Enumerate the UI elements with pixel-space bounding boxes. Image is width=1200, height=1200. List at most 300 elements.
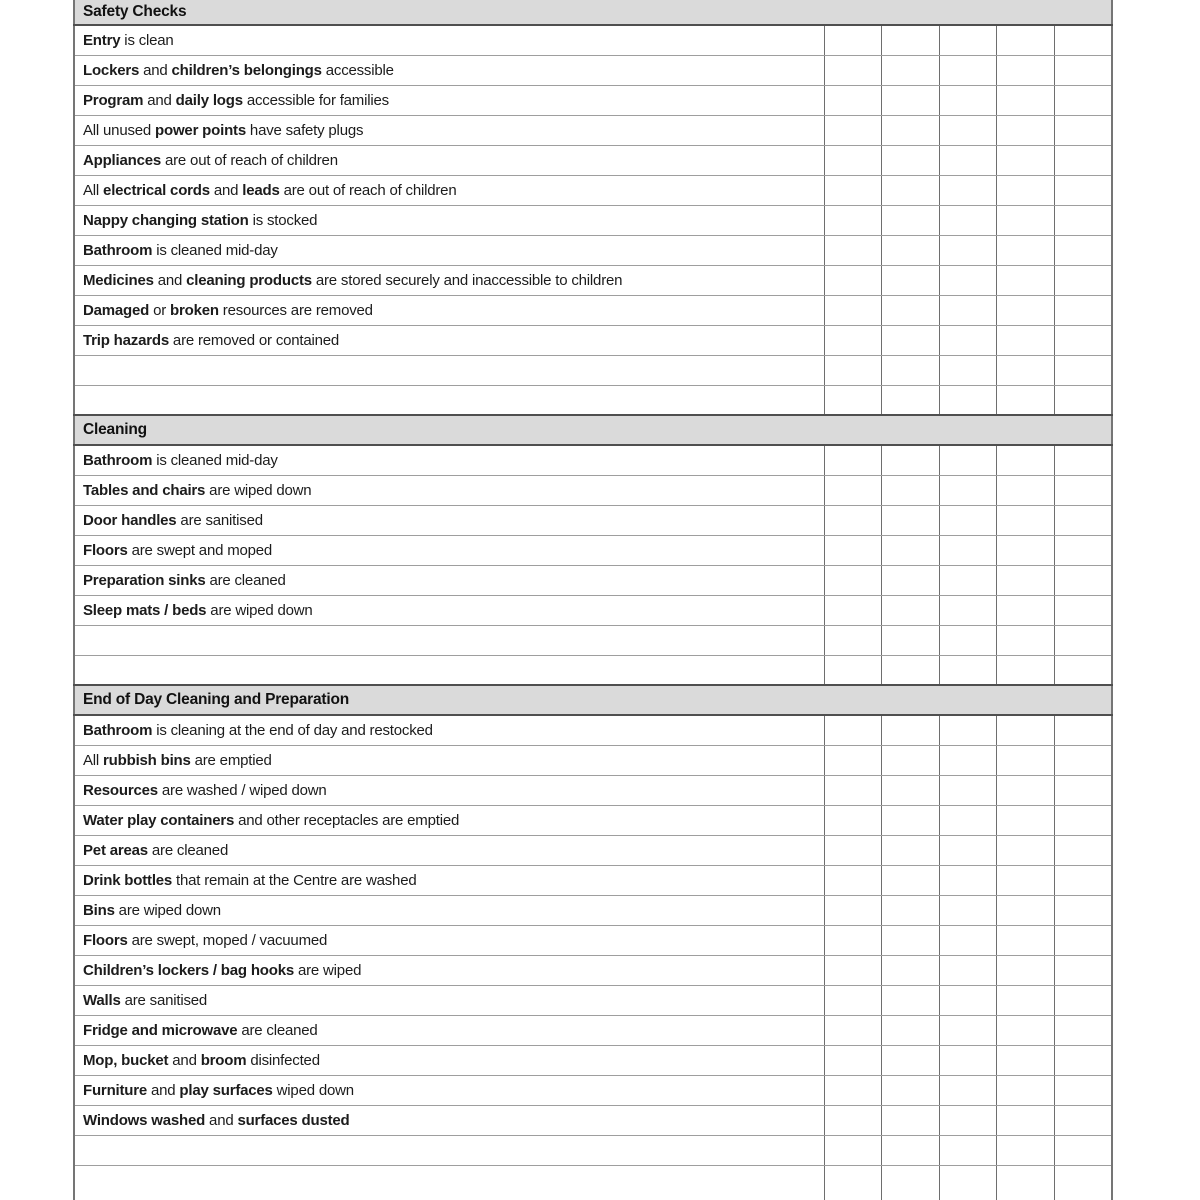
item-text-bold: Drink bottles: [83, 871, 173, 889]
checklist-row: [74, 985, 1112, 1015]
item-text: and: [209, 181, 243, 199]
check-cell: [939, 1165, 997, 1200]
item-text: All: [83, 751, 104, 769]
check-cell: [997, 745, 1055, 775]
check-cell: [882, 535, 940, 565]
check-cell: [997, 385, 1055, 415]
check-cell: [1054, 355, 1112, 385]
check-cell: [824, 745, 882, 775]
checklist-row: [74, 865, 1112, 895]
check-cell: [997, 595, 1055, 625]
item-text: accessible: [321, 61, 394, 79]
item-text: disinfected: [246, 1051, 320, 1069]
item-text: are stored securely and inaccessible to children: [311, 271, 623, 289]
check-cell: [997, 955, 1055, 985]
check-cell: [939, 775, 997, 805]
item-text-bold: Preparation sinks: [83, 571, 206, 589]
check-cell: [1054, 925, 1112, 955]
check-cell: [939, 835, 997, 865]
section-header-row: [74, 685, 1112, 715]
item-text: is clean: [120, 31, 174, 49]
check-cell: [1054, 655, 1112, 685]
item-text-bold: rubbish bins: [103, 751, 191, 769]
check-cell: [882, 385, 940, 415]
check-cell: [824, 85, 882, 115]
check-cell: [824, 865, 882, 895]
check-cell: [882, 1165, 940, 1200]
check-cell: [824, 445, 882, 475]
check-cell: [882, 835, 940, 865]
check-cell: [882, 1135, 940, 1165]
checklist-item-label: [74, 235, 824, 265]
item-text-bold: children’s belongings: [171, 61, 322, 79]
item-text-bold: Program: [83, 91, 144, 109]
check-cell: [939, 295, 997, 325]
item-text-bold: Resources: [83, 781, 158, 799]
check-cell: [882, 595, 940, 625]
checklist-item-label: [74, 205, 824, 235]
check-cell: [997, 1135, 1055, 1165]
check-cell: [939, 1015, 997, 1045]
check-cell: [939, 445, 997, 475]
check-cell: [997, 895, 1055, 925]
check-cell: [939, 85, 997, 115]
check-cell: [939, 655, 997, 685]
check-cell: [824, 25, 882, 55]
check-cell: [939, 325, 997, 355]
check-cell: [939, 625, 997, 655]
check-cell: [939, 805, 997, 835]
checklist-row: [74, 925, 1112, 955]
item-text: or: [149, 301, 170, 319]
empty-row: [74, 385, 1112, 415]
check-cell: [997, 865, 1055, 895]
item-text-bold: broken: [170, 301, 219, 319]
checklist-row: [74, 55, 1112, 85]
check-cell: [882, 745, 940, 775]
empty-row: [74, 355, 1112, 385]
checklist-row: [74, 145, 1112, 175]
check-cell: [824, 115, 882, 145]
check-cell: [939, 175, 997, 205]
check-cell: [939, 955, 997, 985]
checklist-row: [74, 1045, 1112, 1075]
checklist-item-label: [74, 265, 824, 295]
check-cell: [824, 1165, 882, 1200]
item-text: are cleaned: [205, 571, 286, 589]
item-text-bold: Entry: [83, 31, 121, 49]
check-cell: [882, 175, 940, 205]
item-text-bold: Floors: [83, 931, 128, 949]
check-cell: [997, 295, 1055, 325]
check-cell: [939, 385, 997, 415]
item-text: and: [168, 1051, 201, 1069]
check-cell: [882, 1105, 940, 1135]
checklist-item-label: [74, 115, 824, 145]
check-cell: [824, 325, 882, 355]
check-cell: [882, 265, 940, 295]
check-cell: [997, 85, 1055, 115]
check-cell: [997, 835, 1055, 865]
check-cell: [824, 175, 882, 205]
check-cell: [1054, 805, 1112, 835]
check-cell: [1054, 1075, 1112, 1105]
item-text-bold: Damaged: [83, 301, 150, 319]
checklist-row: [74, 175, 1112, 205]
check-cell: [882, 1015, 940, 1045]
check-cell: [824, 55, 882, 85]
check-cell: [882, 445, 940, 475]
check-cell: [824, 1015, 882, 1045]
checklist-row: [74, 1075, 1112, 1105]
check-cell: [882, 715, 940, 745]
check-cell: [882, 625, 940, 655]
check-cell: [882, 55, 940, 85]
check-cell: [1054, 205, 1112, 235]
checklist-item-label: [74, 1075, 824, 1105]
check-cell: [997, 55, 1055, 85]
check-cell: [997, 115, 1055, 145]
check-cell: [939, 25, 997, 55]
check-cell: [939, 1075, 997, 1105]
check-cell: [882, 355, 940, 385]
check-cell: [1054, 1015, 1112, 1045]
checklist-item-label: [74, 85, 824, 115]
checklist-row: [74, 205, 1112, 235]
item-text-bold: Fridge and microwave: [83, 1021, 238, 1039]
section-title: Cleaning: [74, 415, 1112, 445]
item-text-bold: Walls: [83, 991, 121, 1009]
check-cell: [939, 715, 997, 745]
checklist-row: [74, 505, 1112, 535]
check-cell: [1054, 175, 1112, 205]
checklist-item-label: [74, 295, 824, 325]
check-cell: [939, 205, 997, 235]
item-text: is cleaning at the end of day and restocked: [152, 721, 433, 739]
checklist-item-label: [74, 955, 824, 985]
item-text: are wiped: [294, 961, 362, 979]
checklist-row: [74, 325, 1112, 355]
item-text-bold: Appliances: [83, 151, 162, 169]
checklist-item-label: [74, 745, 824, 775]
check-cell: [824, 955, 882, 985]
checklist-body: [74, 0, 1112, 1200]
item-text: have safety plugs: [245, 121, 364, 139]
checklist-item-label: [74, 805, 824, 835]
checklist-item-label: [74, 925, 824, 955]
check-cell: [1054, 55, 1112, 85]
check-cell: [997, 535, 1055, 565]
item-text: are swept, moped / vacuumed: [127, 931, 328, 949]
check-cell: [824, 235, 882, 265]
checklist-row: [74, 1105, 1112, 1135]
check-cell: [1054, 1045, 1112, 1075]
check-cell: [997, 1075, 1055, 1105]
check-cell: [939, 475, 997, 505]
checklist-row: [74, 715, 1112, 745]
item-text-bold: Furniture: [83, 1081, 148, 1099]
check-cell: [997, 1165, 1055, 1200]
item-text: are wiped down: [206, 601, 313, 619]
check-cell: [882, 955, 940, 985]
item-text-bold: Children’s lockers / bag hooks: [83, 961, 295, 979]
empty-row: [74, 1165, 1112, 1200]
check-cell: [1054, 295, 1112, 325]
check-cell: [939, 895, 997, 925]
check-cell: [882, 655, 940, 685]
check-cell: [997, 175, 1055, 205]
item-text: All: [83, 181, 104, 199]
item-text-bold: Pet areas: [83, 841, 148, 859]
check-cell: [997, 505, 1055, 535]
section-title: End of Day Cleaning and Preparation: [74, 685, 1112, 715]
check-cell: [882, 775, 940, 805]
check-cell: [997, 25, 1055, 55]
check-cell: [824, 595, 882, 625]
check-cell: [1054, 445, 1112, 475]
item-text-bold: Trip hazards: [83, 331, 169, 349]
checklist-row: [74, 475, 1112, 505]
section-header-row: [74, 415, 1112, 445]
checklist-item-label: [74, 895, 824, 925]
item-text-bold: Lockers: [83, 61, 140, 79]
item-text: are cleaned: [237, 1021, 318, 1039]
item-text: is cleaned mid-day: [152, 451, 278, 469]
check-cell: [939, 1135, 997, 1165]
section-header-row: [74, 0, 1112, 25]
checklist-row: [74, 265, 1112, 295]
item-text: accessible for families: [242, 91, 389, 109]
item-text-bold: cleaning products: [186, 271, 312, 289]
check-cell: [824, 1135, 882, 1165]
checklist-item-label: [74, 445, 824, 475]
item-text: and: [153, 271, 187, 289]
item-text-bold: Sleep mats / beds: [83, 601, 207, 619]
checklist-item-label: [74, 715, 824, 745]
check-cell: [1054, 595, 1112, 625]
check-cell: [939, 355, 997, 385]
checklist-row: [74, 775, 1112, 805]
checklist-item-label: [74, 505, 824, 535]
checklist-item-label: [74, 145, 824, 175]
check-cell: [997, 715, 1055, 745]
check-cell: [1054, 25, 1112, 55]
check-cell: [1054, 265, 1112, 295]
check-cell: [997, 145, 1055, 175]
check-cell: [997, 205, 1055, 235]
check-cell: [1054, 1135, 1112, 1165]
item-text: and: [139, 61, 172, 79]
check-cell: [1054, 115, 1112, 145]
check-cell: [939, 565, 997, 595]
check-cell: [1054, 895, 1112, 925]
item-text-bold: power points: [155, 121, 246, 139]
checklist-row: [74, 955, 1112, 985]
check-cell: [997, 235, 1055, 265]
checklist-item-label: [74, 1015, 824, 1045]
check-cell: [997, 775, 1055, 805]
check-cell: [882, 85, 940, 115]
check-cell: [997, 1015, 1055, 1045]
item-text: and: [205, 1111, 238, 1129]
check-cell: [939, 925, 997, 955]
checklist-item-label: [74, 565, 824, 595]
item-text-bold: Tables and chairs: [83, 481, 206, 499]
checklist-item-label: [74, 595, 824, 625]
item-text-bold: broom: [200, 1051, 247, 1069]
checklist-item-label: [74, 835, 824, 865]
item-text: are removed or contained: [168, 331, 340, 349]
item-text-bold: Nappy changing station: [83, 211, 249, 229]
check-cell: [824, 835, 882, 865]
item-text: and: [143, 91, 176, 109]
check-cell: [1054, 835, 1112, 865]
check-cell: [824, 355, 882, 385]
checklist-row: [74, 745, 1112, 775]
item-text: and other receptacles are emptied: [234, 811, 460, 829]
item-text-bold: Floors: [83, 541, 128, 559]
item-text: are swept and moped: [127, 541, 273, 559]
checklist-row: [74, 805, 1112, 835]
item-text-bold: play surfaces: [179, 1081, 273, 1099]
check-cell: [824, 1045, 882, 1075]
check-cell: [1054, 1165, 1112, 1200]
check-cell: [997, 325, 1055, 355]
item-text: that remain at the Centre are washed: [172, 871, 417, 889]
checklist-row: [74, 445, 1112, 475]
check-cell: [1054, 85, 1112, 115]
check-cell: [1054, 235, 1112, 265]
check-cell: [997, 805, 1055, 835]
check-cell: [1054, 1105, 1112, 1135]
item-text-bold: Door handles: [83, 511, 177, 529]
check-cell: [882, 895, 940, 925]
check-cell: [997, 985, 1055, 1015]
empty-label-cell: [74, 655, 824, 685]
empty-label-cell: [74, 1135, 824, 1165]
check-cell: [997, 265, 1055, 295]
check-cell: [997, 1045, 1055, 1075]
check-cell: [997, 625, 1055, 655]
checklist-item-label: [74, 25, 824, 55]
check-cell: [882, 205, 940, 235]
item-text: are wiped down: [114, 901, 221, 919]
checklist-item-label: [74, 865, 824, 895]
check-cell: [882, 325, 940, 355]
check-cell: [1054, 385, 1112, 415]
check-cell: [939, 1105, 997, 1135]
check-cell: [882, 1075, 940, 1105]
check-cell: [824, 265, 882, 295]
check-cell: [939, 115, 997, 145]
checklist-row: [74, 895, 1112, 925]
check-cell: [1054, 505, 1112, 535]
check-cell: [997, 475, 1055, 505]
check-cell: [824, 925, 882, 955]
check-cell: [1054, 955, 1112, 985]
checklist-row: [74, 115, 1112, 145]
item-text-bold: surfaces dusted: [237, 1111, 350, 1129]
check-cell: [824, 805, 882, 835]
check-cell: [939, 265, 997, 295]
check-cell: [1054, 715, 1112, 745]
checklist-row: [74, 85, 1112, 115]
checklist-item-label: [74, 985, 824, 1015]
check-cell: [824, 385, 882, 415]
item-text-bold: Bathroom: [83, 721, 153, 739]
check-cell: [882, 115, 940, 145]
check-cell: [997, 355, 1055, 385]
check-cell: [882, 235, 940, 265]
check-cell: [824, 505, 882, 535]
check-cell: [939, 865, 997, 895]
item-text-bold: Bathroom: [83, 451, 153, 469]
checklist-item-label: [74, 325, 824, 355]
check-cell: [824, 295, 882, 325]
empty-row: [74, 625, 1112, 655]
checklist-item-label: [74, 1045, 824, 1075]
check-cell: [824, 565, 882, 595]
check-cell: [824, 715, 882, 745]
check-cell: [1054, 565, 1112, 595]
check-cell: [939, 235, 997, 265]
checklist-item-label: [74, 475, 824, 505]
check-cell: [939, 985, 997, 1015]
item-text: resources are removed: [218, 301, 373, 319]
check-cell: [1054, 745, 1112, 775]
checklist-row: [74, 595, 1112, 625]
check-cell: [1054, 775, 1112, 805]
checklist-item-label: [74, 535, 824, 565]
check-cell: [1054, 865, 1112, 895]
checklist-row: [74, 565, 1112, 595]
item-text-bold: daily logs: [175, 91, 243, 109]
item-text: are sanitised: [176, 511, 263, 529]
check-cell: [1054, 625, 1112, 655]
check-cell: [997, 445, 1055, 475]
check-cell: [882, 475, 940, 505]
item-text: are out of reach of children: [279, 181, 457, 199]
check-cell: [1054, 535, 1112, 565]
section-title: Safety Checks: [74, 0, 1112, 25]
item-text: are sanitised: [120, 991, 208, 1009]
item-text: are wiped down: [205, 481, 312, 499]
check-cell: [824, 985, 882, 1015]
check-cell: [824, 475, 882, 505]
checklist-table: [73, 0, 1113, 1200]
check-cell: [824, 145, 882, 175]
check-cell: [824, 625, 882, 655]
empty-row: [74, 1135, 1112, 1165]
item-text: are out of reach of children: [161, 151, 338, 169]
check-cell: [882, 985, 940, 1015]
checklist-row: [74, 235, 1112, 265]
check-cell: [824, 895, 882, 925]
check-cell: [939, 55, 997, 85]
checklist-item-label: [74, 55, 824, 85]
item-text-bold: leads: [242, 181, 280, 199]
check-cell: [997, 1105, 1055, 1135]
item-text-bold: Mop, bucket: [83, 1051, 169, 1069]
check-cell: [882, 565, 940, 595]
item-text: All unused: [83, 121, 156, 139]
checklist-item-label: [74, 1105, 824, 1135]
item-text-bold: Bins: [83, 901, 115, 919]
item-text: wiped down: [272, 1081, 354, 1099]
check-cell: [882, 145, 940, 175]
check-cell: [997, 655, 1055, 685]
item-text-bold: Medicines: [83, 271, 154, 289]
